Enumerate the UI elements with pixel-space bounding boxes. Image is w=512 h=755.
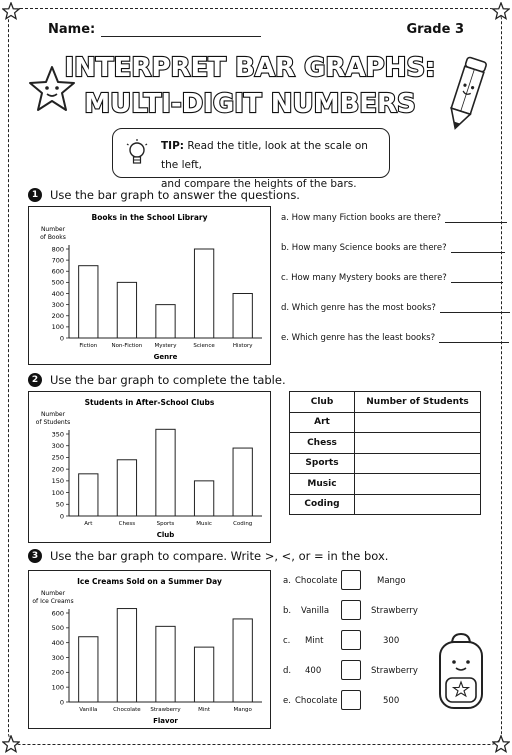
- y-tick-label: 200: [51, 312, 64, 321]
- y-tick-label: 400: [51, 638, 64, 647]
- compare-left: Vanilla: [301, 606, 330, 616]
- compare-row: [283, 690, 443, 712]
- club-name-cell: Chess: [290, 433, 355, 454]
- club-name-cell: Music: [290, 474, 355, 495]
- corner-star-icon: [492, 2, 510, 20]
- clubs-bar-chart: [28, 391, 271, 543]
- y-axis-label: Number of Books: [40, 226, 66, 241]
- y-tick-label: 300: [51, 442, 64, 451]
- compare-right: 500: [383, 696, 400, 706]
- section-instruction: Use the bar graph to complete the table.: [50, 373, 286, 387]
- compare-letter: a.: [283, 576, 291, 586]
- table-header-students: Number of Students: [355, 392, 481, 413]
- chart-title: Books in the School Library: [91, 213, 208, 222]
- compare-right: Strawberry: [371, 666, 418, 676]
- x-tick-label: Non-Fiction: [111, 343, 143, 349]
- club-table: [289, 391, 481, 515]
- tip-text-line-1: Read the title, look at the scale on the left,: [161, 140, 368, 171]
- section-1-heading: [28, 188, 300, 202]
- corner-star-icon: [2, 735, 20, 753]
- compare-row: [283, 660, 443, 682]
- bar-non-fiction: [117, 282, 136, 338]
- compare-letter: b.: [283, 606, 292, 616]
- section-instruction: Use the bar graph to answer the questions.: [50, 188, 300, 202]
- bar-coding: [233, 448, 252, 516]
- compare-answer-box[interactable]: [341, 630, 361, 650]
- compare-row: [283, 570, 443, 592]
- x-tick-label: Music: [196, 521, 212, 527]
- y-tick-label: 150: [51, 477, 64, 486]
- question-text: b. How many Science books are there?: [281, 243, 447, 253]
- x-axis-label: Flavor: [153, 717, 178, 725]
- x-tick-label: Sports: [156, 521, 175, 527]
- x-tick-label: Science: [193, 343, 215, 349]
- ice-cream-bar-chart: [28, 570, 271, 729]
- bar-strawberry: [156, 626, 175, 702]
- chart-title: Ice Creams Sold on a Summer Day: [77, 577, 222, 586]
- compare-left: Chocolate: [295, 576, 338, 586]
- table-row: [290, 433, 481, 454]
- x-tick-label: Mint: [198, 707, 211, 713]
- y-tick-label: 200: [51, 465, 64, 474]
- bar-mango: [233, 619, 252, 702]
- compare-left: 400: [305, 666, 322, 676]
- club-name-cell: Sports: [290, 453, 355, 474]
- compare-left: Mint: [305, 636, 324, 646]
- compare-answer-box[interactable]: [341, 570, 361, 590]
- y-tick-label: 100: [51, 683, 64, 692]
- answer-line[interactable]: [451, 244, 505, 253]
- question-d: [281, 303, 510, 313]
- x-tick-label: Strawberry: [150, 707, 181, 713]
- section-number-badge: 2: [28, 373, 42, 387]
- bar-vanilla: [79, 637, 98, 702]
- bar-science: [194, 249, 213, 338]
- x-tick-label: Fiction: [79, 343, 98, 349]
- answer-line[interactable]: [445, 214, 507, 223]
- backpack-icon: [434, 632, 488, 712]
- table-row: [290, 453, 481, 474]
- question-e: [281, 333, 509, 343]
- compare-right: Strawberry: [371, 606, 418, 616]
- compare-row: [283, 600, 443, 622]
- compare-letter: c.: [283, 636, 291, 646]
- bar-music: [194, 481, 213, 516]
- y-tick-label: 600: [51, 267, 64, 276]
- answer-line[interactable]: [451, 274, 503, 283]
- section-3-heading: [28, 549, 388, 563]
- question-c: [281, 273, 503, 283]
- y-tick-label: 0: [59, 334, 64, 343]
- question-text: d. Which genre has the most books?: [281, 303, 436, 313]
- student-count-input[interactable]: [355, 433, 481, 454]
- y-tick-label: 100: [51, 323, 64, 332]
- question-a: [281, 213, 507, 223]
- section-number-badge: 1: [28, 188, 42, 202]
- light-bulb-icon: [125, 139, 149, 169]
- question-text: a. How many Fiction books are there?: [281, 213, 442, 223]
- y-tick-label: 350: [51, 430, 64, 439]
- compare-right: Mango: [377, 576, 406, 586]
- y-axis-label: Number of Students: [35, 411, 71, 426]
- y-tick-label: 0: [59, 512, 64, 521]
- compare-answer-box[interactable]: [341, 660, 361, 680]
- student-count-input[interactable]: [355, 494, 481, 515]
- compare-row: [283, 630, 443, 652]
- x-tick-label: Vanilla: [79, 707, 98, 713]
- y-tick-label: 300: [51, 653, 64, 662]
- y-tick-label: 500: [51, 624, 64, 633]
- compare-right: 300: [383, 636, 400, 646]
- bar-sports: [156, 429, 175, 516]
- x-tick-label: Chess: [118, 521, 136, 527]
- section-instruction: Use the bar graph to compare. Write >, <, or = in the box.: [50, 549, 389, 563]
- x-tick-label: Art: [84, 521, 93, 527]
- tip-label: TIP:: [161, 140, 184, 152]
- title-line-1: INTERPRET BAR GRAPHS:: [64, 53, 436, 83]
- y-tick-label: 500: [51, 278, 64, 287]
- club-name-cell: Coding: [290, 494, 355, 515]
- bar-mystery: [156, 305, 175, 338]
- club-name-cell: Art: [290, 412, 355, 433]
- compare-answer-box[interactable]: [341, 600, 361, 620]
- tip-text-line-2: and compare the heights of the bars.: [161, 178, 357, 190]
- x-axis-label: Genre: [153, 353, 178, 361]
- bar-mint: [194, 647, 213, 702]
- y-tick-label: 300: [51, 300, 64, 309]
- name-field[interactable]: [48, 22, 261, 37]
- chart-title: Students in After-School Clubs: [84, 398, 215, 407]
- section-number-badge: 3: [28, 549, 42, 563]
- answer-line[interactable]: [440, 304, 510, 313]
- y-tick-label: 800: [51, 245, 64, 254]
- books-bar-chart: [28, 206, 271, 365]
- answer-line[interactable]: [439, 334, 509, 343]
- y-tick-label: 600: [51, 609, 64, 618]
- table-row: [290, 412, 481, 433]
- question-b: [281, 243, 505, 253]
- x-tick-label: Coding: [233, 521, 253, 527]
- section-2-heading: [28, 373, 286, 387]
- compare-letter: e.: [283, 696, 291, 706]
- table-row: [290, 474, 481, 495]
- table-row: [290, 494, 481, 515]
- student-count-input[interactable]: [355, 412, 481, 433]
- x-axis-label: Club: [156, 531, 175, 539]
- pencil-mascot-icon: [444, 52, 488, 138]
- y-tick-label: 200: [51, 668, 64, 677]
- y-tick-label: 0: [59, 698, 64, 707]
- x-tick-label: Mango: [233, 707, 252, 713]
- name-label: Name:: [48, 22, 96, 37]
- worksheet-title: [60, 46, 440, 124]
- x-tick-label: History: [232, 343, 253, 349]
- y-tick-label: 700: [51, 256, 64, 265]
- tip-box: [112, 128, 390, 190]
- question-text: c. How many Mystery books are there?: [281, 273, 447, 283]
- student-count-input[interactable]: [355, 453, 481, 474]
- y-tick-label: 250: [51, 453, 64, 462]
- bar-history: [233, 294, 252, 339]
- bar-chocolate: [117, 609, 136, 702]
- question-text: e. Which genre has the least books?: [281, 333, 436, 343]
- bar-chess: [117, 460, 136, 516]
- bar-art: [79, 474, 98, 516]
- compare-letter: d.: [283, 666, 292, 676]
- y-tick-label: 400: [51, 289, 64, 298]
- corner-star-icon: [492, 735, 510, 753]
- table-header-club: Club: [290, 392, 355, 413]
- corner-star-icon: [2, 2, 20, 20]
- name-line[interactable]: [101, 24, 261, 37]
- compare-left: Chocolate: [295, 696, 338, 706]
- grade-label: Grade 3: [406, 22, 464, 37]
- x-tick-label: Chocolate: [113, 707, 141, 713]
- y-tick-label: 50: [55, 500, 64, 509]
- y-axis-label: Number of Ice Creams: [32, 590, 74, 605]
- title-line-2: MULTI-DIGIT NUMBERS: [84, 89, 416, 119]
- y-tick-label: 100: [51, 488, 64, 497]
- student-count-input[interactable]: [355, 474, 481, 495]
- x-tick-label: Mystery: [154, 343, 177, 349]
- bar-fiction: [79, 266, 98, 338]
- compare-answer-box[interactable]: [341, 690, 361, 710]
